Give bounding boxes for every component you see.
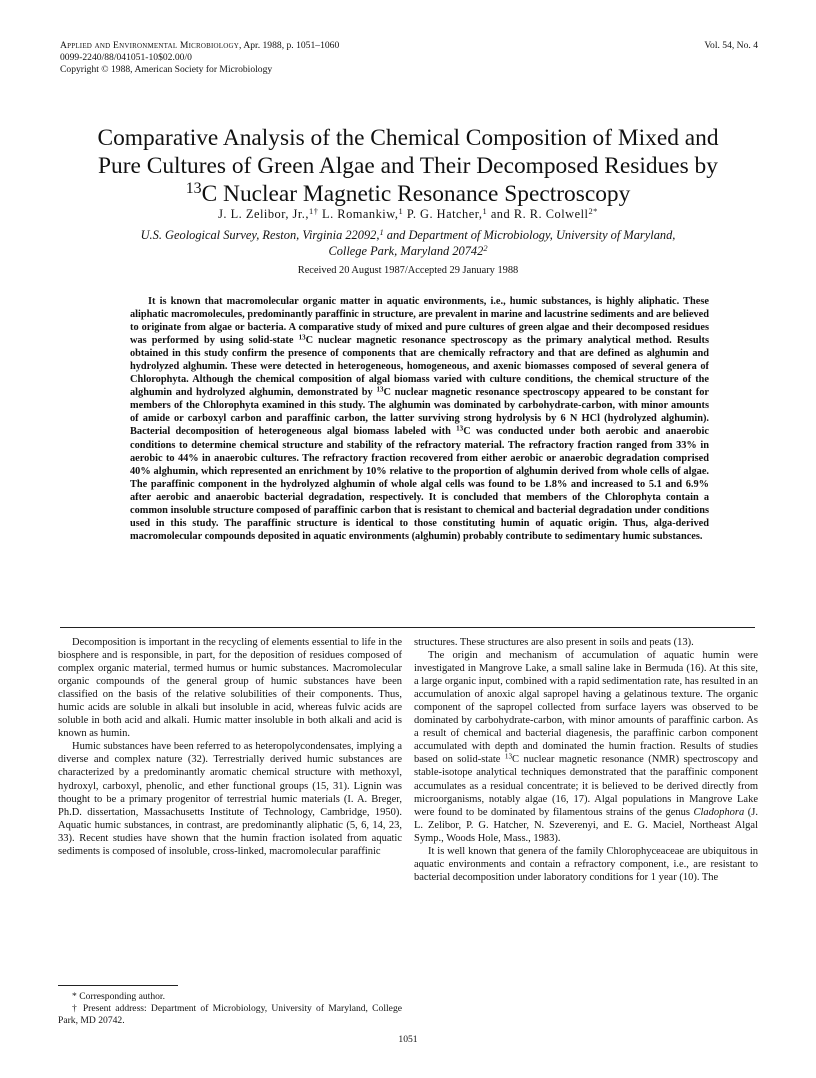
body-column-right: [414, 636, 758, 884]
journal-code: 0099-2240/88/041051-10$02.00/0: [60, 51, 192, 63]
footnote-corresponding-author: * Corresponding author.: [72, 991, 165, 1002]
body-paragraph: It is well known that genera of the family Chlorophyceaceae are ubiquitous in aquatic environments and contain a refractory component, i.e., are resistant to bacterial decomposition under laboratory conditions for 1 year (10). The: [414, 845, 758, 883]
abstract: [130, 295, 709, 543]
journal-name: Applied and Environmental Microbiology: [60, 40, 240, 51]
isotope-superscript: 13: [376, 385, 384, 394]
body-paragraph: [414, 649, 758, 845]
journal-header: [60, 40, 339, 75]
author-romankiw: L. Romankiw,: [322, 207, 399, 221]
footnotes: [58, 991, 402, 1026]
affiliation-usgs: U.S. Geological Survey, Reston, Virginia 22092,: [140, 228, 380, 242]
affiliation-umd-city: College Park, Maryland 20742: [328, 244, 484, 258]
isotope-superscript: 13: [298, 333, 306, 342]
body-paragraph: Decomposition is important in the recycling of elements essential to life in the biosphere and is responsible, in part, for the deposition of residues composed of complex organic material, termed humus or humic substances. Macromolecular organic compounds of the general group of humic substances have been classified on the basis of the relative solubilities of their components. Thus, humic acids are soluble in alkali but insoluble in acid, whereas fulvic acids are soluble in both acid and alkali. Humic matter insoluble in both alkali and acid is known as humin.: [58, 637, 402, 740]
page-number: 1051: [398, 1034, 418, 1045]
body-column-left: [58, 636, 402, 858]
author-mark: 1†: [309, 205, 319, 216]
title-line-1: Comparative Analysis of the Chemical Composition of Mixed and: [97, 125, 719, 151]
author-list: [58, 207, 758, 222]
abstract-text-3: C nuclear magnetic resonance spectroscopy appeared to be constant for members of the Chlorophyta examined in this study. The alghumin was dominated by carbohydrate-carbon, with minor amounts of amide or carboxyl carbon and paraffinic carbon, the latter surviving strong hydrolysis by 6 N HCl (hydrolyzed alghumin). Bacterial decomposition of heterogeneous algal biomass labeled with: [130, 387, 709, 438]
citation-text: , Apr. 1988, p. 1051–1060: [239, 40, 340, 51]
abstract-text-1: It is known that macromolecular organic matter in aquatic environments, i.e., humic substances, is highly aliphatic. These aliphatic macromolecules, predominantly paraffinic in structure, are prevalent in marine and lacustrine sediments and are believed to originate from algae or bacteria. A comparative study of mixed and pure cultures of green algae and their decomposed residues was performed by using solid-state: [130, 296, 709, 347]
author-mark: 1: [482, 205, 488, 216]
author-zelibor: J. L. Zelibor, Jr.,: [218, 207, 310, 221]
author-hatcher: P. G. Hatcher,: [406, 207, 483, 221]
genus-name: Cladophora: [693, 806, 745, 818]
abstract-text-4: C was conducted under both aerobic and anaerobic conditions to determine chemical structure and stability of the refractory material. The refractory fraction ranged from 33% in aerobic to 44% in anaerobic cultures. The refractory fraction recovered from either aerobic or anaerobic degradation comprised 40% alghumin, which represented an enrichment by 10% relative to the proportion of alghumin derived from whole cells of algae. The paraffinic component in the hydrolyzed alghumin of whole algal cells was found to be 1.8% and increased to 5.1 and 6.9% after aerobic and anaerobic bacterial degradation, respectively. It is concluded that members of the Chlorophyta contain a common insoluble structure composed of paraffinic carbon that is resistant to chemical and bacterial degradation under conditions used in this study. The paraffinic structure is identical to those constituting humin of aquatic origin. Thus, alga-derived macromolecular compounds deposited in aquatic environments (alghumin) probably contribute to sedimentary humic substances.: [130, 426, 709, 542]
body-text: C nuclear magnetic resonance (NMR) spectroscopy and stable-isotope analytical techniques demonstrated that the paraffinic component accumulates as a residual concentrate; it is believed to be derived directly from microorganisms, notably algae (16, 17). Algal populations in Mangrove Lake were found to be dominated by filamentous strains of the genus: [414, 754, 758, 818]
journal-citation: [60, 40, 339, 52]
author-mark: 2*: [588, 205, 598, 216]
author-mark: 1: [398, 205, 404, 216]
affiliation-mark: 1: [379, 226, 384, 237]
affiliation-umd: and Department of Microbiology, University of Maryland,: [386, 228, 676, 242]
footnote-present-address: † Present address: Department of Microbiology, University of Maryland, College Park, MD 20742.: [58, 1002, 402, 1026]
abstract-text-2: C nuclear magnetic resonance spectroscopy as the primary analytical method. Results obtained in this study confirm the presence of components that are chemically refractory and that are defined as alghumin and hydrolyzed alghumin. These were detected in heterogeneous, homogeneous, and axenic biomasses composed of several genera of Chlorophyta. Although the chemical composition of algal biomass varied with culture conditions, the chemical structure of the alghumin and hydrolyzed alghumin, demonstrated by: [130, 335, 710, 399]
title-isotope-superscript: 13: [185, 180, 202, 198]
author-colwell: R. R. Colwell: [513, 207, 589, 221]
volume-issue: Vol. 54, No. 4: [704, 40, 758, 51]
title-line-3: C Nuclear Magnetic Resonance Spectroscopy: [201, 181, 631, 207]
article-title: [58, 124, 758, 208]
footnote-divider: [58, 985, 178, 986]
body-text: The origin and mechanism of accumulation of aquatic humin were investigated in Mangrove Lake, a small saline lake in Bermuda (16). At this site, a large organic input, combined with a rapid sedimentation rate, has resulted in an accumulation of anoxic algal sapropel having a gelatinous texture. The organic component of the sapropel collected from surface layers was observed to be dominated by carbohydrate-carbon, with minor amounts of paraffinic carbon. As a result of chemical and bacterial diagenesis, the paraffinic carbon component accumulated with depth and dominated the humin fraction. Results of studies based on solid-state: [414, 650, 758, 766]
title-line-2: Pure Cultures of Green Algae and Their Decomposed Residues by: [98, 153, 718, 179]
body-text: (J. L. Zelibor, P. G. Hatcher, N. Szeverenyi, and E. G. Maciel, Northeast Algal Symp., Woods Hole, Mass., 1983).: [414, 806, 758, 844]
author-conjunction: and: [490, 207, 511, 221]
body-paragraph: structures. These structures are also present in soils and peats (13).: [414, 637, 694, 648]
abstract-divider: [60, 627, 755, 628]
affiliation-mark: 2: [483, 242, 488, 253]
isotope-superscript: 13: [504, 752, 513, 761]
received-dates: Received 20 August 1987/Accepted 29 January 1988: [297, 265, 519, 276]
isotope-superscript: 13: [456, 424, 464, 433]
body-paragraph: Humic substances have been referred to as heteropolycondensates, implying a diverse and complex nature (32). Terrestrially derived humic substances are characterized by a predominantly aromatic chemical structure with methoxyl, hydroxyl, carboxyl, phenolic, and ether functional groups (15, 31). Lignin was thought to be a primary progenitor of terrestrial humic materials (I. A. Breger, Ph.D. dissertation, Massachusetts Institute of Technology, Cambridge, 1950). Aquatic humic substances, in contrast, are predominantly aliphatic (5, 6, 14, 23, 33). Recent studies have shown that the humin fraction isolated from aquatic sediments is composed of insoluble, cross-linked, macromolecular paraffinic: [58, 741, 402, 857]
copyright-line: Copyright © 1988, American Society for Microbiology: [60, 63, 273, 75]
affiliations: [70, 227, 746, 259]
